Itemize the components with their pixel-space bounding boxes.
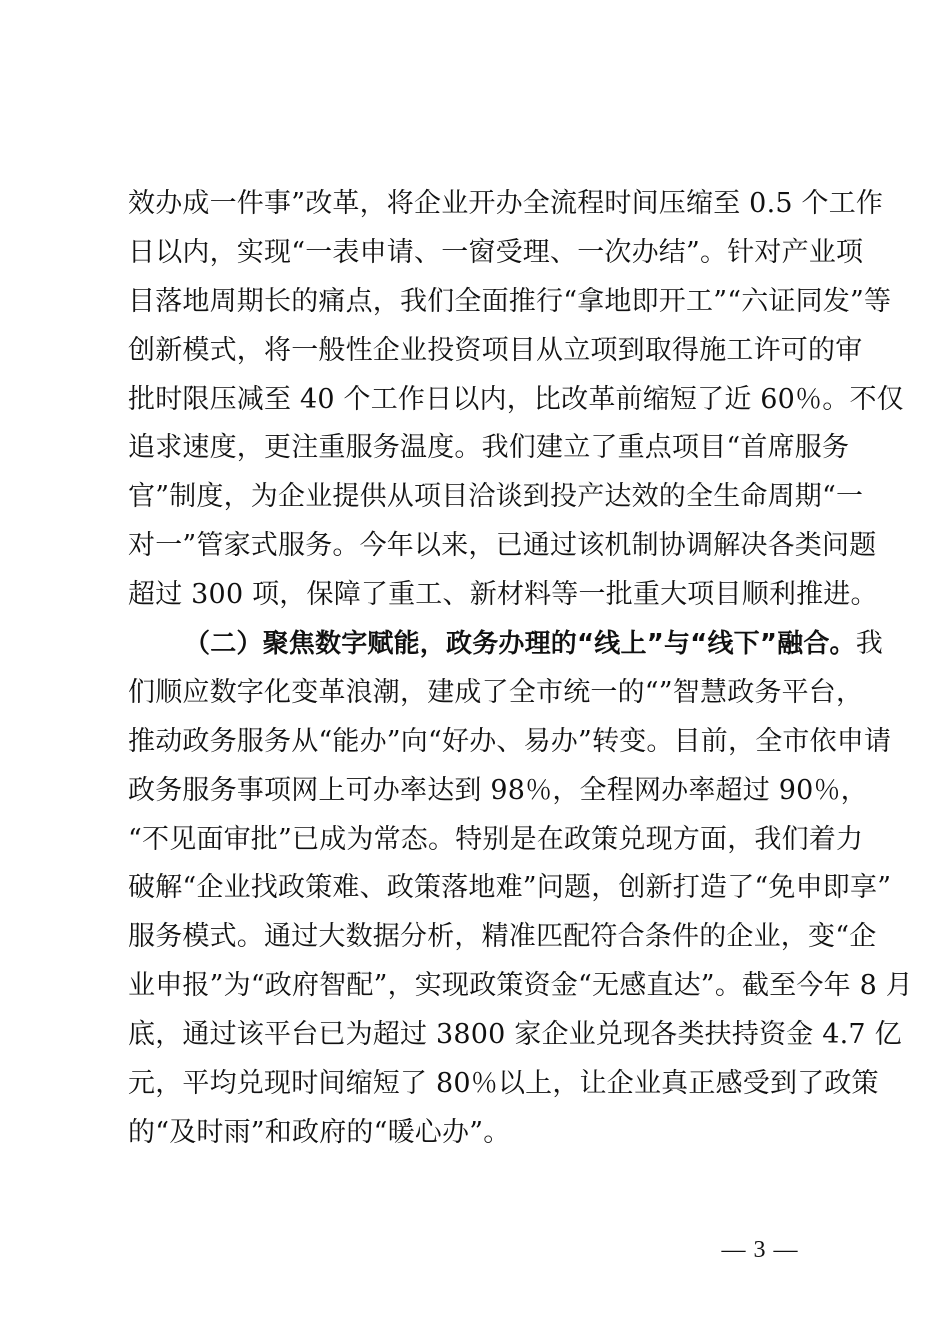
- text-line: 创新模式，将一般性企业投资项目从立项到取得施工许可的审: [128, 334, 863, 366]
- text-line: 业申报”为“政府智配”，实现政策资金“无感直达”。截至今年 8 月: [128, 970, 913, 1002]
- text-line: 破解“企业找政策难、政策落地难”问题，创新打造了“免申即享”: [128, 872, 892, 904]
- text-line: 效办成一件事”改革，将企业开办全流程时间压缩至 0.5 个工作: [128, 188, 884, 219]
- text-line: 政务服务事项网上可办率达到 98％，全程网办率超过 90％，: [128, 774, 868, 806]
- text-line: “不见面审批”已成为常态。特别是在政策兑现方面，我们着力: [128, 823, 864, 855]
- body-text: [128, 180, 913, 1158]
- text-line: 批时限压减至 40 个工作日以内，比改革前缩短了近 60％。不仅: [128, 383, 904, 415]
- text-line: 的“及时雨”和政府的“暖心办”。: [128, 1116, 511, 1148]
- text-line: 们顺应数字化变革浪潮，建成了全市统一的“”智慧政务平台，: [128, 676, 864, 708]
- text-line: 元，平均兑现时间缩短了 80％以上，让企业真正感受到了政策: [128, 1068, 879, 1100]
- text-line: 超过 300 项，保障了重工、新材料等一批重大项目顺利推进。: [128, 579, 878, 611]
- text-line: 官”制度，为企业提供从项目洽谈到投产达效的全生命周期“一: [128, 481, 864, 513]
- text-line: 追求速度，更注重服务温度。我们建立了重点项目“首席服务: [128, 432, 850, 464]
- section-heading-rest: 我: [855, 628, 883, 660]
- page-number: — 3 —: [721, 1237, 799, 1263]
- text-line: 底，通过该平台已为超过 3800 家企业兑现各类扶持资金 4.7 亿: [128, 1019, 902, 1051]
- text-line: 对一”管家式服务。今年以来，已通过该机制协调解决各类问题: [128, 530, 877, 562]
- text-line: 目落地周期长的痛点，我们全面推行“拿地即开工”“六证同发”等: [128, 285, 892, 317]
- text-line: 服务模式。通过大数据分析，精准匹配符合条件的企业，变“企: [128, 921, 877, 953]
- text-line: 推动政务服务从“能办”向“好办、易办”转变。目前，全市依申请: [128, 725, 892, 757]
- section-heading: （二）聚焦数字赋能，政务办理的“线上”与“线下”融合。: [184, 629, 856, 660]
- text-line: 日以内，实现“一表申请、一窗受理、一次办结”。针对产业项: [128, 236, 864, 268]
- section-heading-line: [128, 620, 883, 669]
